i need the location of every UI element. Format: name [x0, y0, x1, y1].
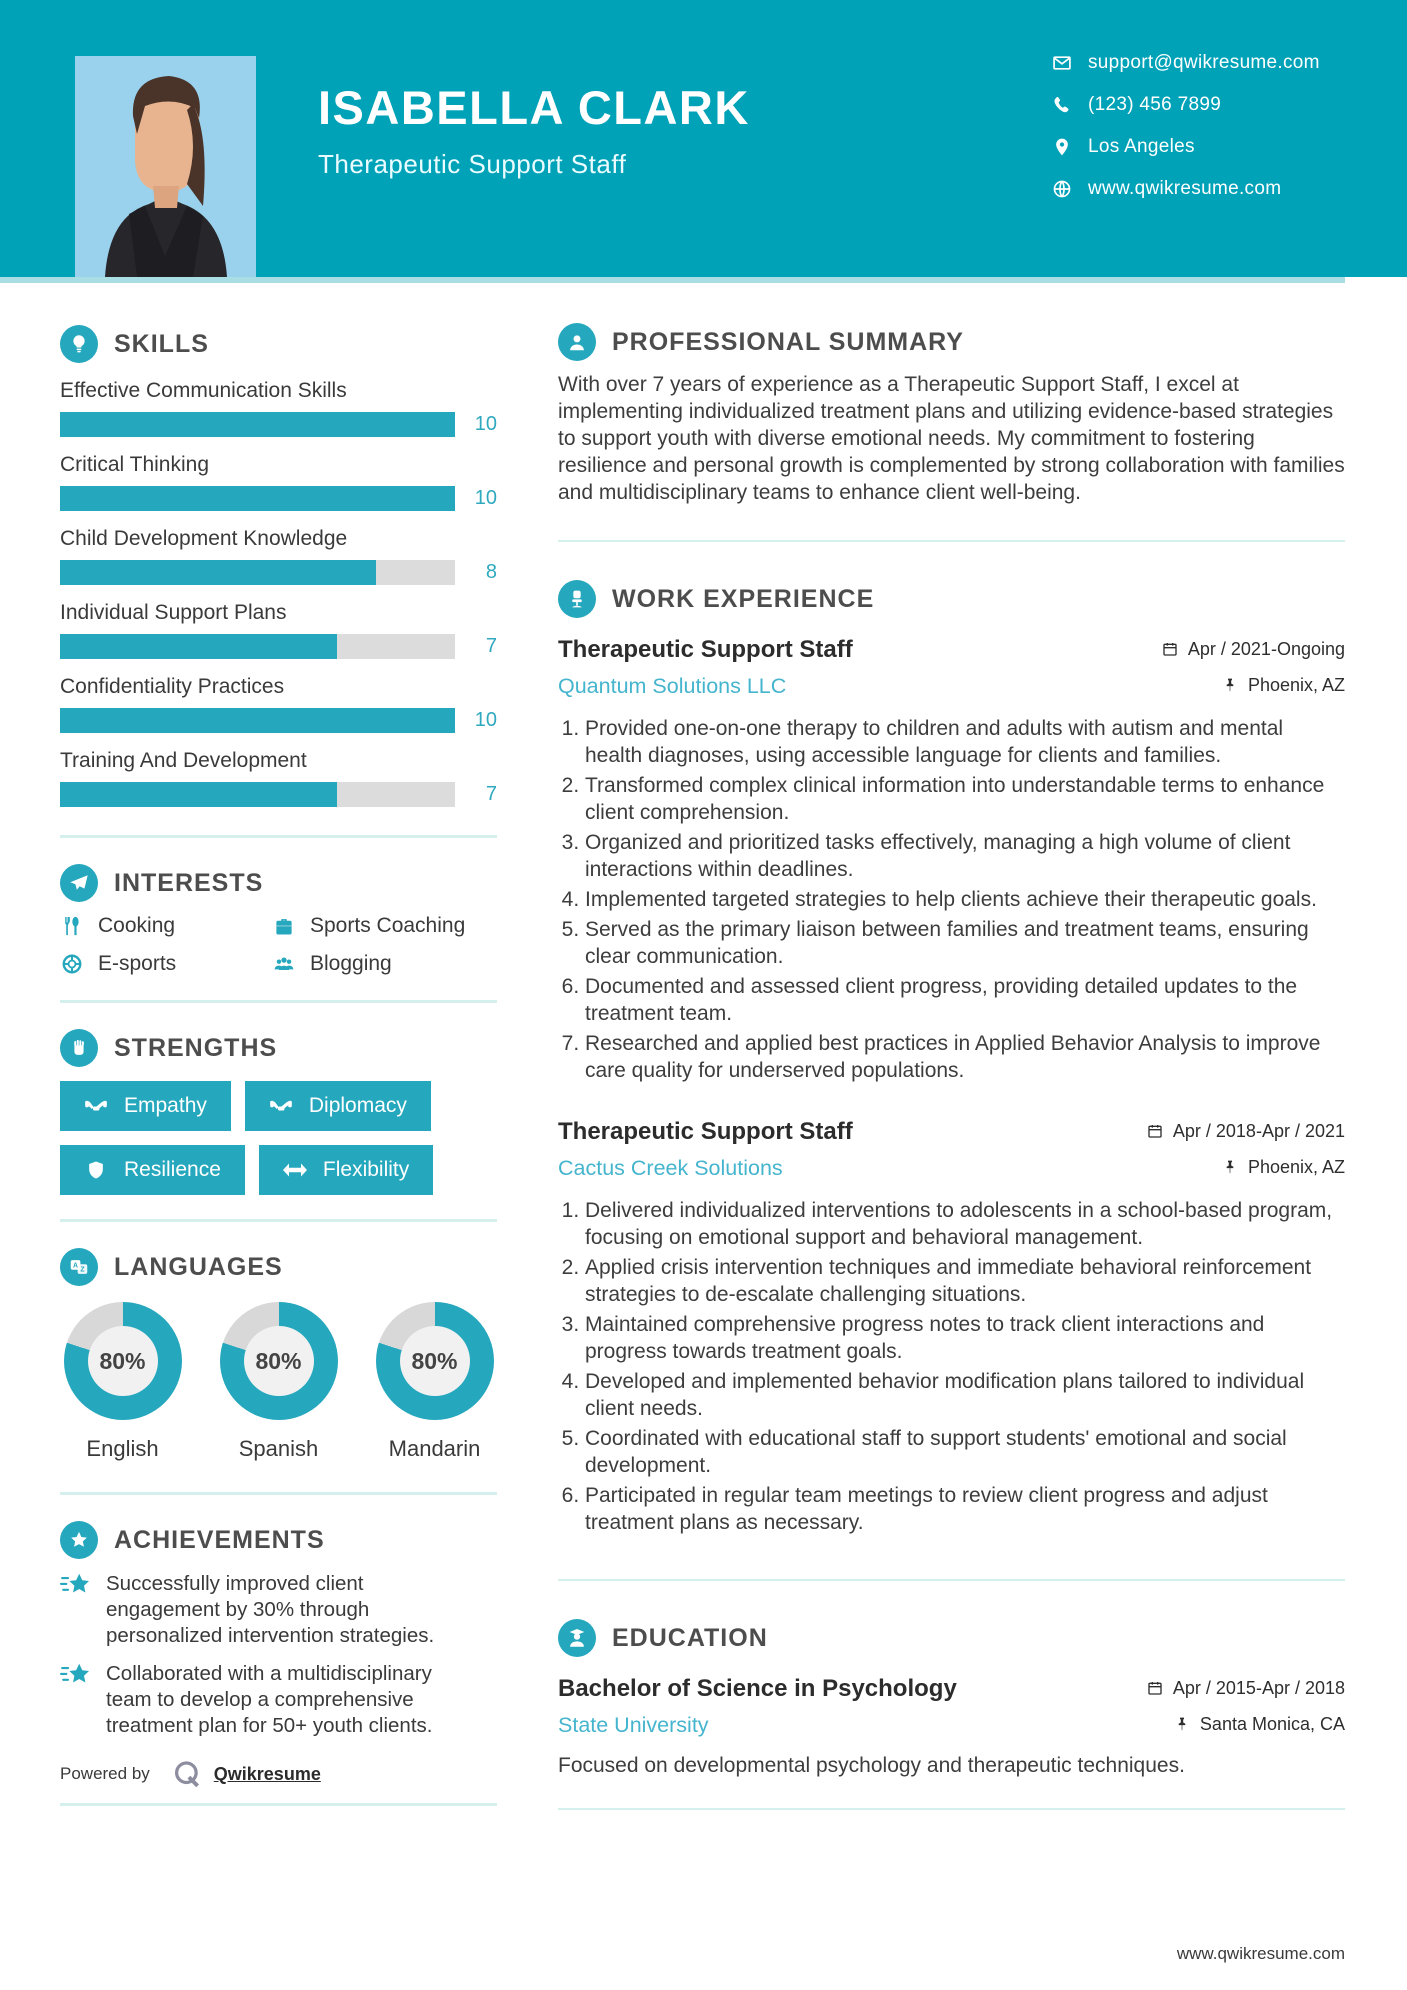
- skill-label: Confidentiality Practices: [60, 675, 285, 698]
- language-label: Spanish: [238, 1436, 319, 1461]
- skill-value: 7: [485, 783, 497, 805]
- summary-text: With over 7 years of experience as a Therapeutic Support Staff, I excel at implementing individualized treatment plans and utilizing evidence-based strategies to support youth with diverse emotional needs. My commitment to fostering resilience and personal growth is complemented by strong collaboration with families and multidisciplinary teams to enhance client well-being.: [558, 373, 1345, 504]
- job-bullet: 5. Served as the primary liaison between families and treatment teams, ensuring clear communication.: [585, 916, 1345, 970]
- job-bullet: 6. Participated in regular team meetings to review client progress and adjust treatment plans as necessary.: [585, 1482, 1345, 1536]
- contact-text: support@qwikresume.com: [1088, 52, 1320, 73]
- job-bullet: 2. Applied crisis intervention techniques and immediate behavioral reinforcement strategies to de-escalate challenging situations.: [585, 1254, 1345, 1308]
- language-percent: 80%: [88, 1326, 158, 1396]
- job-bullet: 1. Provided one-on-one therapy to children and adults with autism and mental health diagnoses, using accessible language for clients and families.: [585, 715, 1345, 769]
- office-chair-icon: [558, 580, 596, 618]
- location-icon: [1052, 137, 1072, 157]
- strength-label: Resilience: [124, 1158, 221, 1181]
- skill-label: Child Development Knowledge: [60, 527, 348, 550]
- interests-heading: INTERESTS: [114, 868, 264, 897]
- left-column: [60, 283, 497, 1810]
- education-dates: Apr / 2015-Apr / 2018: [1172, 1677, 1345, 1698]
- experience-heading: WORK EXPERIENCE: [612, 584, 875, 613]
- job-bullet: 7. Researched and applied best practices in Applied Behavior Analysis to improve care quality for underserved populations.: [585, 1030, 1345, 1084]
- skill-value: 8: [485, 561, 497, 583]
- pushpin-icon: [1222, 1159, 1239, 1176]
- company-name: Quantum Solutions LLC: [558, 674, 787, 698]
- skill-item: [60, 675, 497, 733]
- candidate-name: ISABELLA CLARK: [318, 81, 750, 134]
- contact-text: (123) 456 7899: [1088, 94, 1222, 115]
- job-bullet-list: [558, 715, 1345, 1084]
- job-dates: Apr / 2018-Apr / 2021: [1172, 1120, 1345, 1141]
- language-donut-chart: [376, 1302, 494, 1420]
- interest-item: [272, 914, 497, 938]
- interest-item: [272, 952, 497, 976]
- lightbulb-icon: [60, 325, 98, 363]
- skills-list: [60, 379, 497, 807]
- skill-label: Critical Thinking: [60, 453, 209, 476]
- strength-label: Empathy: [124, 1094, 207, 1117]
- strengths-list: [60, 1081, 497, 1195]
- company-name: Cactus Creek Solutions: [558, 1156, 783, 1180]
- achievements-section: [60, 1495, 497, 1803]
- globe-icon: [1052, 179, 1072, 199]
- skill-value: 10: [474, 413, 497, 435]
- header: [0, 0, 1407, 277]
- skill-bar: [60, 708, 455, 733]
- paper-plane-icon: [60, 864, 98, 902]
- profile-photo-illustration: [75, 56, 256, 277]
- language-donut-chart: [220, 1302, 338, 1420]
- skills-section: [60, 283, 497, 835]
- skill-label: Individual Support Plans: [60, 601, 287, 624]
- fist-icon: [60, 1029, 98, 1067]
- divider: [558, 1808, 1345, 1810]
- degree-title: Bachelor of Science in Psychology: [558, 1675, 957, 1702]
- translate-icon: [60, 1248, 98, 1286]
- contact-item: [1052, 136, 1320, 158]
- skill-bar: [60, 782, 455, 807]
- shooting-star-icon: [60, 1661, 94, 1691]
- email-icon: [1052, 53, 1072, 73]
- phone-icon: [1052, 95, 1072, 115]
- job-dates: Apr / 2021-Ongoing: [1187, 638, 1345, 659]
- interest-label: Cooking: [98, 914, 176, 937]
- skill-bar: [60, 634, 455, 659]
- job-bullet: 4. Implemented targeted strategies to help clients achieve their therapeutic goals.: [585, 886, 1345, 913]
- jobs-list: [558, 636, 1345, 1536]
- strength-badge: [60, 1081, 231, 1131]
- skill-label: Training And Development: [60, 749, 307, 772]
- skill-label: Effective Communication Skills: [60, 379, 347, 402]
- language-label: English: [86, 1436, 159, 1461]
- skill-bar: [60, 560, 455, 585]
- achievement-text: Collaborated with a multidisciplinary team to develop a comprehensive treatment plan for 50+ youth clients.: [106, 1662, 433, 1737]
- education-description: Focused on developmental psychology and therapeutic techniques.: [558, 1754, 1185, 1777]
- interest-label: Blogging: [310, 952, 392, 975]
- experience-section: [558, 542, 1345, 1579]
- contact-item: [1052, 52, 1320, 74]
- skill-value: 7: [485, 635, 497, 657]
- job-title: Therapeutic Support Staff: [558, 1118, 853, 1145]
- contact-text: www.qwikresume.com: [1088, 178, 1282, 199]
- handshake-icon: [84, 1095, 110, 1117]
- powered-by-row: [60, 1759, 497, 1803]
- achievements-heading: ACHIEVEMENTS: [114, 1525, 325, 1554]
- job-location: Phoenix, AZ: [1247, 1156, 1345, 1177]
- achievement-text: Successfully improved client engagement by 30% through personalized intervention strategies.: [106, 1572, 435, 1647]
- utensils-icon: [60, 914, 84, 938]
- job-bullet: 3. Organized and prioritized tasks effectively, managing a high volume of client interactions within deadlines.: [585, 829, 1345, 883]
- profile-photo: [75, 56, 256, 277]
- strength-badge: [60, 1145, 245, 1195]
- languages-list: [60, 1302, 497, 1462]
- languages-section: [60, 1222, 497, 1492]
- achievements-list: [60, 1571, 497, 1739]
- interest-item: [60, 914, 272, 938]
- qwikresume-link[interactable]: Qwikresume: [213, 1763, 321, 1784]
- handshake-icon: [269, 1095, 295, 1117]
- language-percent: 80%: [244, 1326, 314, 1396]
- language-item: [216, 1302, 341, 1462]
- language-label: Mandarin: [388, 1436, 481, 1461]
- pushpin-icon: [1174, 1716, 1191, 1733]
- graduate-icon: [558, 1619, 596, 1657]
- job-bullet: 3. Maintained comprehensive progress notes to track client interactions and progress towards treatment goals.: [585, 1311, 1345, 1365]
- strength-badge: [245, 1081, 431, 1131]
- skill-item: [60, 749, 497, 807]
- briefcase-icon: [272, 914, 296, 938]
- language-donut-chart: [64, 1302, 182, 1420]
- skill-item: [60, 601, 497, 659]
- job-bullet: 5. Coordinated with educational staff to support students' emotional and social development.: [585, 1425, 1345, 1479]
- education-section: [558, 1581, 1345, 1808]
- shield-icon: [84, 1159, 110, 1181]
- shooting-star-icon: [60, 1571, 94, 1601]
- skill-bar: [60, 486, 455, 511]
- calendar-icon: [1147, 1680, 1164, 1697]
- job-title: Therapeutic Support Staff: [558, 636, 853, 663]
- language-percent: 80%: [400, 1326, 470, 1396]
- powered-by-label: Powered by: [60, 1764, 150, 1783]
- skill-item: [60, 453, 497, 511]
- divider: [60, 1803, 497, 1806]
- strengths-section: [60, 1003, 497, 1219]
- interest-label: E-sports: [98, 952, 177, 975]
- achievement-item: [60, 1661, 497, 1739]
- interests-section: [60, 838, 497, 1000]
- contact-item: [1052, 178, 1320, 200]
- footer-website: www.qwikresume.com: [1176, 1944, 1345, 1963]
- contact-list: [1052, 52, 1320, 220]
- school-name: State University: [558, 1713, 709, 1737]
- skill-item: [60, 379, 497, 437]
- job-entry: [558, 1118, 1345, 1536]
- job-bullet: 1. Delivered individualized interventions to adolescents in a school-based program, focusing on emotional support and behavioral management.: [585, 1197, 1345, 1251]
- svg-text:Z: Z: [80, 1266, 85, 1274]
- achievement-item: [60, 1571, 497, 1649]
- star-circle-icon: [60, 1521, 98, 1559]
- calendar-icon: [1147, 1123, 1164, 1140]
- skill-value: 10: [474, 709, 497, 731]
- qwikresume-logo-icon: [172, 1759, 202, 1789]
- svg-text:A: A: [73, 1262, 79, 1270]
- languages-heading: LANGUAGES: [114, 1252, 283, 1281]
- strength-label: Flexibility: [322, 1158, 410, 1181]
- strength-badge: [259, 1145, 433, 1195]
- skill-bar: [60, 412, 455, 437]
- job-bullet: 2. Transformed complex clinical information into understandable terms to enhance client comprehension.: [585, 772, 1345, 826]
- interest-item: [60, 952, 272, 976]
- language-item: [60, 1302, 185, 1462]
- candidate-title: Therapeutic Support Staff: [318, 149, 627, 179]
- job-bullet: 4. Developed and implemented behavior modification plans tailored to individual client needs.: [585, 1368, 1345, 1422]
- job-entry: [558, 636, 1345, 1084]
- summary-section: [558, 283, 1345, 540]
- skill-value: 10: [474, 487, 497, 509]
- skill-item: [60, 527, 497, 585]
- interests-list: [60, 914, 497, 976]
- contact-text: Los Angeles: [1088, 136, 1195, 157]
- education-entry: [558, 1675, 1345, 1778]
- right-column: [558, 283, 1345, 1810]
- education-location: Santa Monica, CA: [1199, 1713, 1345, 1734]
- pushpin-icon: [1222, 677, 1239, 694]
- life-ring-icon: [60, 952, 84, 976]
- education-heading: EDUCATION: [612, 1623, 768, 1652]
- language-item: [372, 1302, 497, 1462]
- job-location: Phoenix, AZ: [1247, 674, 1345, 695]
- skills-heading: SKILLS: [114, 329, 209, 358]
- summary-heading: PROFESSIONAL SUMMARY: [612, 327, 964, 356]
- users-icon: [272, 952, 296, 976]
- calendar-icon: [1162, 641, 1179, 658]
- job-bullet-list: [558, 1197, 1345, 1536]
- interest-label: Sports Coaching: [310, 914, 466, 937]
- arrows-icon: [283, 1159, 309, 1181]
- contact-item: [1052, 94, 1320, 116]
- job-bullet: 6. Documented and assessed client progress, providing detailed updates to the treatment team.: [585, 973, 1345, 1027]
- strength-label: Diplomacy: [308, 1094, 407, 1117]
- strengths-heading: STRENGTHS: [114, 1033, 278, 1062]
- person-icon: [558, 323, 596, 361]
